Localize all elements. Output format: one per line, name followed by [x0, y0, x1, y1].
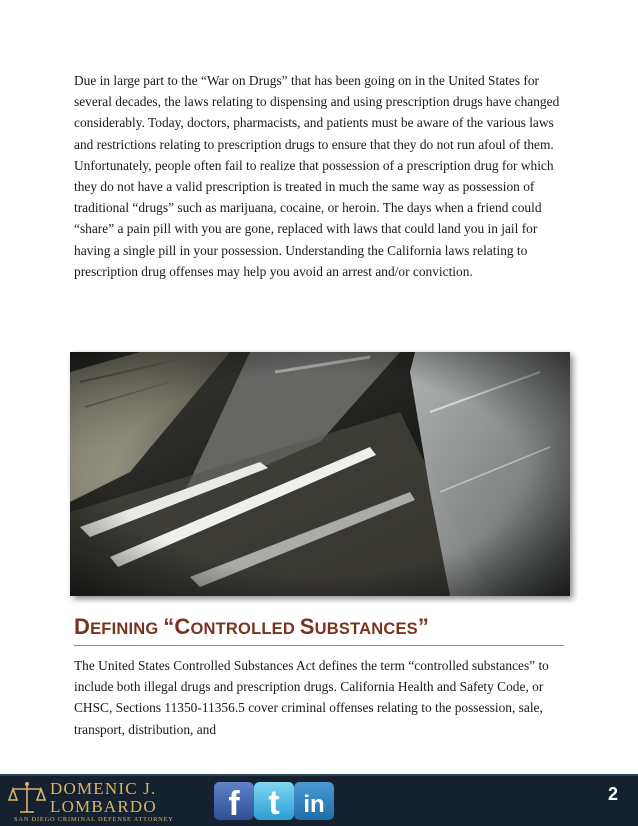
intro-paragraph: Due in large part to the “War on Drugs” that has been going on in the United States for several decades, the laws relating to dispensing and using prescription drugs have changed considerably. Today, doctors, pharmacists, and patients must be aware of the various laws and restrictions relating to prescription drugs to ensure that they do not run afoul of them. Unfortunately, people often fail to realize that possession of a prescription drug for which they do not have a valid prescription is treated in much the same way as possession of traditional “drugs” such as marijuana, cocaine, or heroin. The days when a friend could “share” a pain pill with you are gone, replaced with laws that could land you in jail for having a single pill in your possession. Understanding the California laws relating to prescription drug offenses may help you avoid an arrest and/or conviction. — [74, 73, 560, 279]
heading-part: ONTROLLED — [190, 620, 300, 638]
facebook-label: f — [228, 785, 240, 820]
page-number: 2 — [607, 784, 618, 804]
twitter-link[interactable] — [254, 782, 294, 820]
section-paragraph: The United States Controlled Substances Act defines the term “controlled substances” to include both illegal drugs and prescription drugs. California Health and Safety Code, or CHSC, Sections 11350-11356.5 cover criminal offenses relating to the possession, sale, transport, distribution, and — [74, 658, 549, 737]
heading-part: “C — [163, 614, 191, 639]
scales-of-justice-icon — [8, 780, 46, 821]
page-footer — [0, 774, 638, 826]
linkedin-label: in — [303, 791, 325, 818]
logo-tagline: SAN DIEGO CRIMINAL DEFENSE ATTORNEY — [14, 816, 174, 823]
heading-part: ” — [417, 614, 430, 639]
heading-divider — [74, 645, 564, 646]
drug-photo-illustration — [70, 352, 570, 596]
twitter-icon — [254, 782, 294, 820]
linkedin-link[interactable] — [294, 782, 334, 820]
drug-photo — [70, 352, 570, 596]
section-heading — [74, 614, 429, 640]
linkedin-icon — [294, 782, 334, 820]
twitter-label: t — [268, 784, 280, 820]
facebook-link[interactable] — [214, 782, 254, 820]
heading-part: S — [299, 614, 315, 639]
heading-part: UBSTANCES — [314, 620, 418, 638]
heading-part: D — [74, 614, 91, 639]
logo-second-line: LOMBARDO — [50, 797, 157, 816]
attorney-logo[interactable] — [50, 780, 157, 816]
heading-part: EFINING — [90, 620, 164, 638]
logo-first-line: DOMENIC J. — [50, 779, 157, 798]
facebook-icon — [214, 782, 254, 820]
